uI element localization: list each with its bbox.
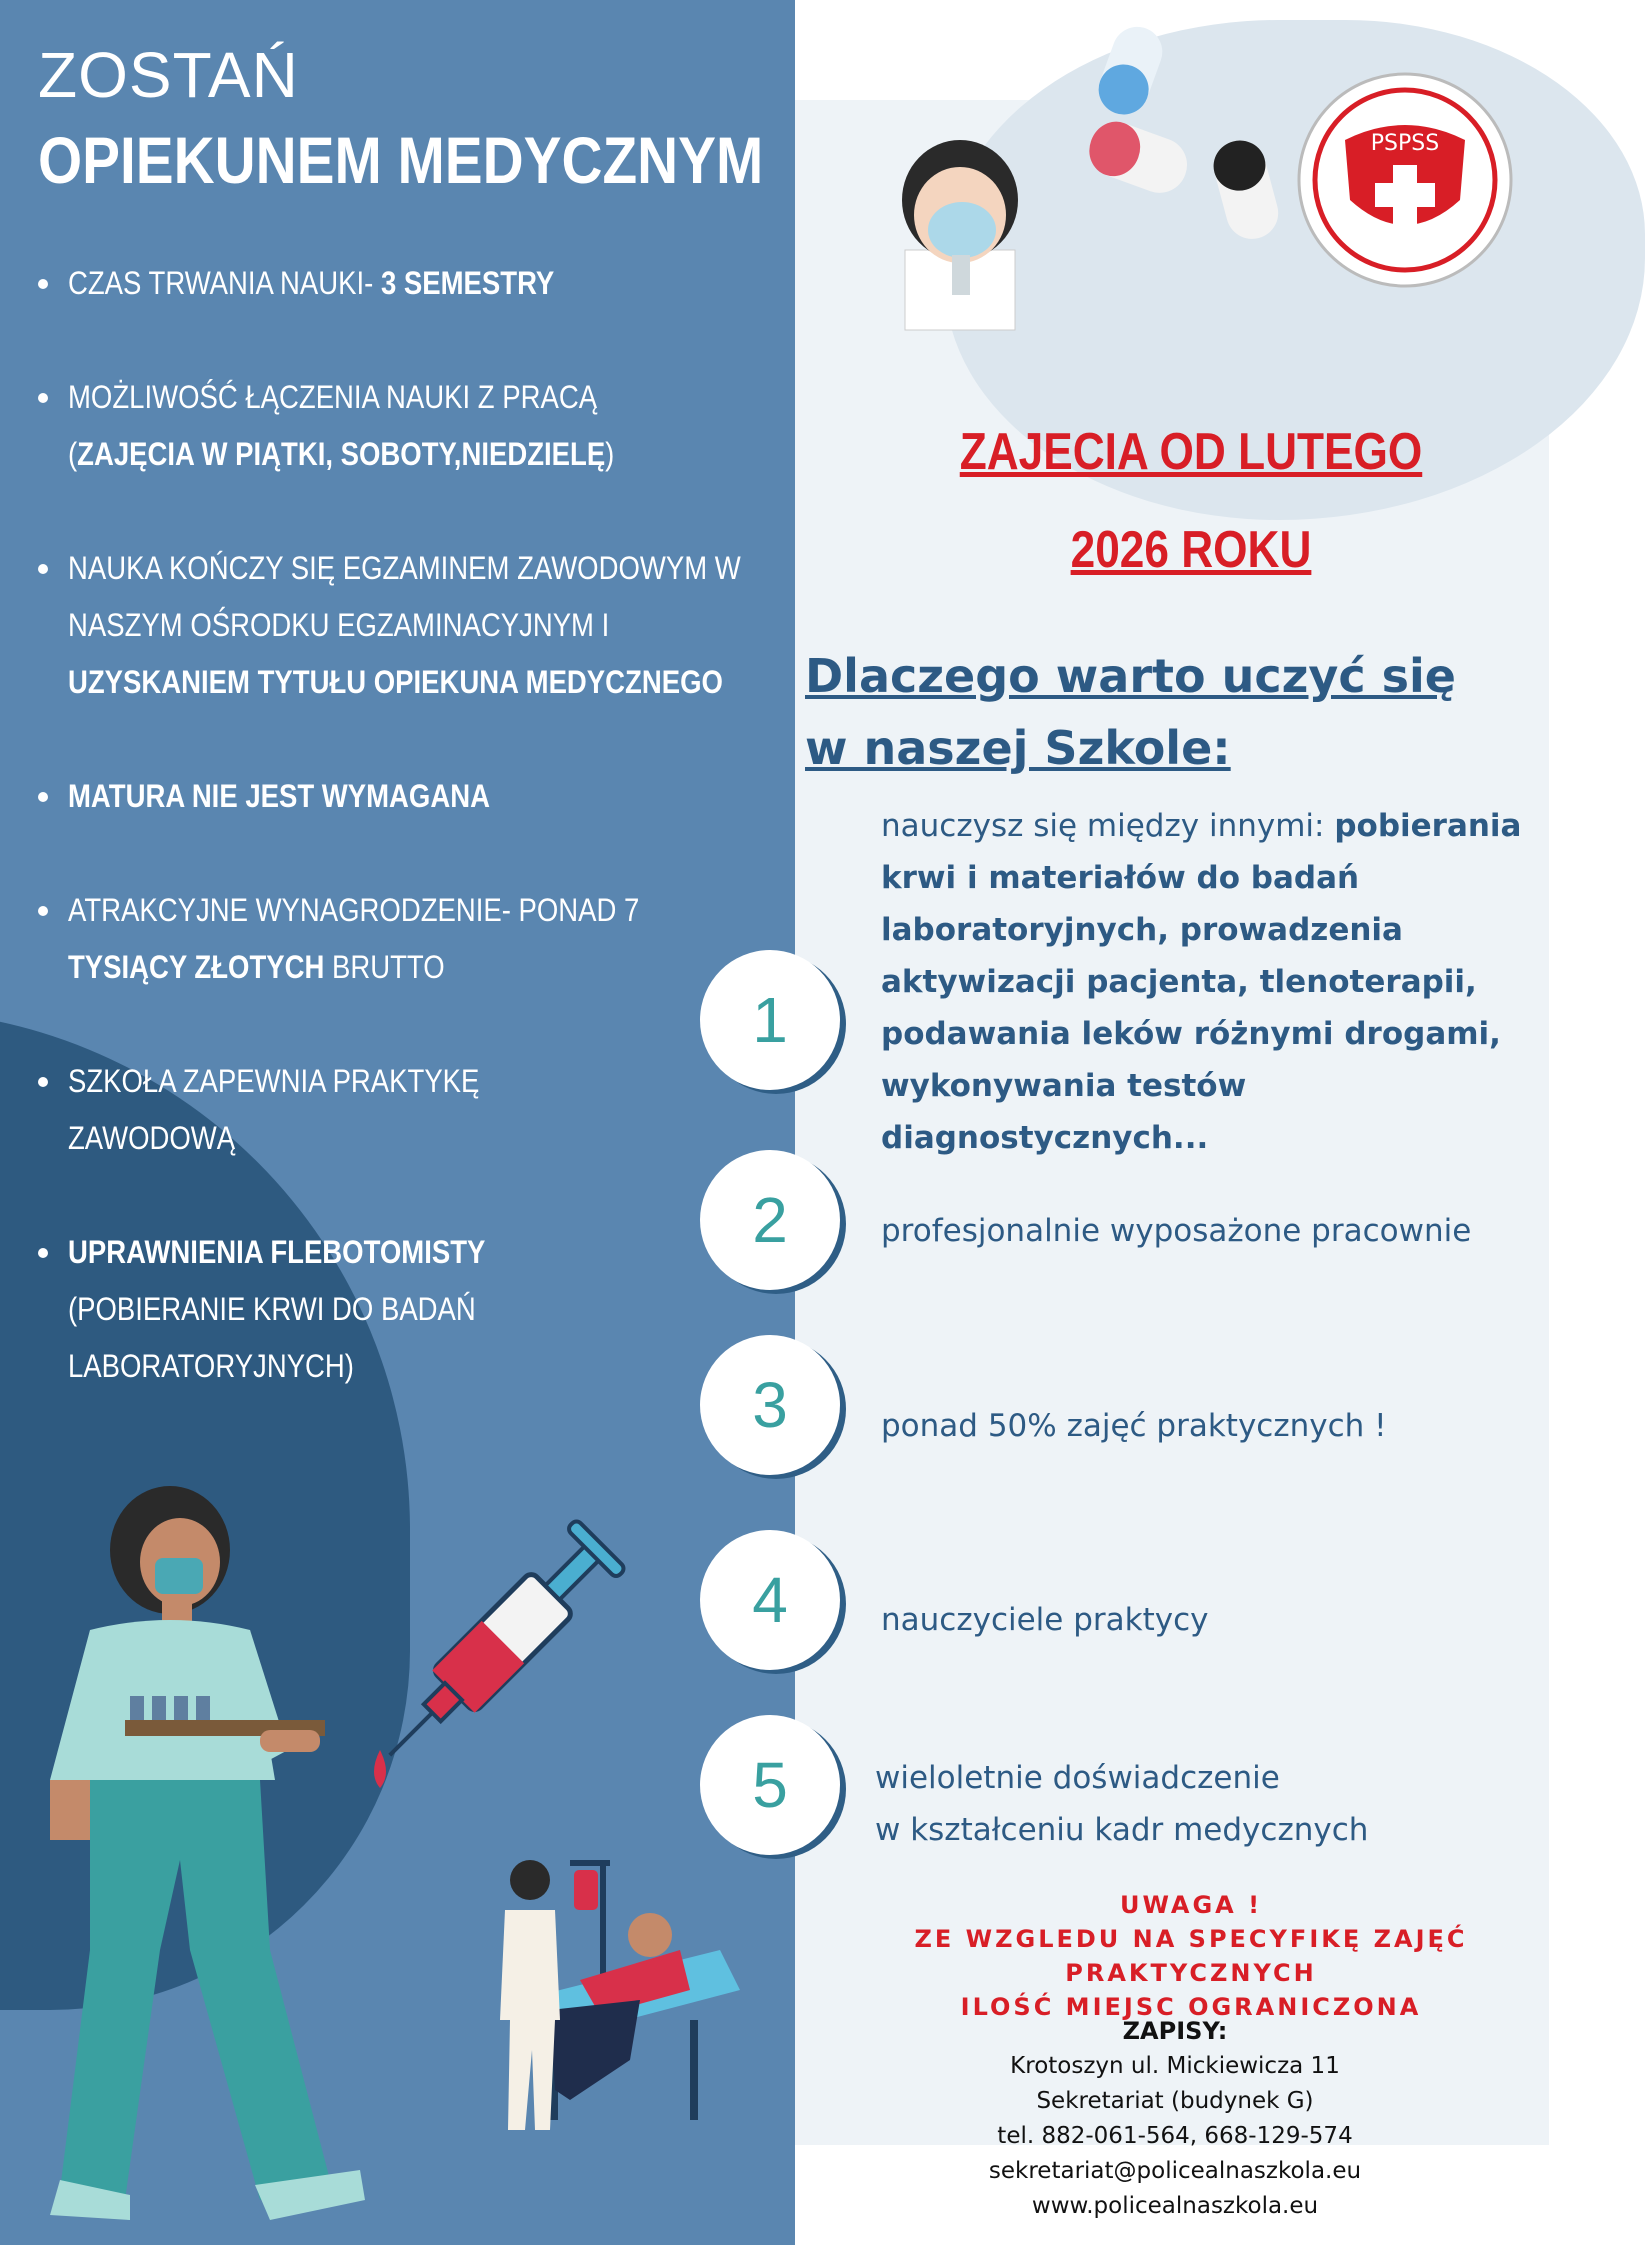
- number-circle-4: 4: [700, 1530, 840, 1670]
- feature-salary: ATRAKCYJNE WYNAGRODZENIE- PONAD 7 TYSIĄCY ZŁOTYCH BRUTTO: [36, 882, 756, 996]
- contact-email[interactable]: sekretariat@policealnaszkola.eu: [988, 2158, 1362, 2184]
- right-panel: [752, 0, 1587, 2245]
- school-logo: [1295, 70, 1515, 290]
- feature-exam: NAUKA KOŃCZY SIĘ EGZAMINEM ZAWODOWYM W NASZYM OŚRODKU EGZAMINACYJNYM I UZYSKANIEM TYTUŁU OPIEKUNA MEDYCZNEGO: [36, 540, 756, 711]
- left-panel: [0, 0, 795, 2245]
- why-heading: Dlaczego warto uczyć się w naszej Szkole:: [805, 649, 1457, 775]
- number-circle-1: 1: [700, 950, 840, 1090]
- reason-3: ponad 50% zajęć praktycznych !: [881, 1408, 1387, 1444]
- blood-drop-icon: [368, 1750, 392, 1790]
- reason-2: profesjonalnie wyposażone pracownie: [881, 1213, 1472, 1249]
- number-circle-5: 5: [700, 1715, 840, 1855]
- start-date-line-1: ZAJECIA OD LUTEGO: [959, 423, 1423, 481]
- patient-oxygen-mask-icon: [890, 130, 1030, 330]
- contact-phone: tel. 882-061-564, 668-129-574: [997, 2123, 1353, 2149]
- reason-5: wieloletnie doświadczenie w kształceniu kadr medycznych: [875, 1760, 1369, 1848]
- syringe-icon: [360, 1485, 660, 1785]
- number-circle-2: 2: [700, 1150, 840, 1290]
- contact-office: Sekretariat (budynek G): [1036, 2088, 1314, 2114]
- reason-1: nauczysz się między innymi: pobierania krwi i materiałów do badań laboratoryjnych, prowadzenia aktywizacji pacjenta, tlenoterapii, podawania leków różnymi drogami, wykonywania testów diagnostycznych...: [881, 808, 1522, 1156]
- reason-4: nauczyciele praktycy: [881, 1602, 1209, 1638]
- feature-duration: CZAS TRWANIA NAUKI- 3 SEMESTRY: [36, 255, 756, 312]
- contact-heading: ZAPISY:: [1122, 2017, 1228, 2045]
- number-circle-3: 3: [700, 1335, 840, 1475]
- feature-practice: SZKOŁA ZAPEWNIA PRAKTYKĘ ZAWODOWĄ: [36, 1053, 756, 1167]
- feature-work-combine: MOŻLIWOŚĆ ŁĄCZENIA NAUKI Z PRACĄ (ZAJĘCIA W PIĄTKI, SOBOTY,NIEDZIELĘ): [36, 369, 756, 483]
- title-line-2: OPIEKUNEM MEDYCZNYM: [38, 123, 764, 197]
- nurse-illustration: [30, 1480, 390, 2245]
- contact-info: [795, 2014, 1555, 2224]
- start-date-line-2: 2026 ROKU: [1070, 521, 1312, 579]
- svg-text:PSPSS: PSPSS: [1370, 131, 1440, 156]
- feature-no-matura: MATURA NIE JEST WYMAGANA: [36, 768, 756, 825]
- features-list: [36, 255, 756, 1452]
- contact-website[interactable]: www.policealnaszkola.eu: [1031, 2193, 1319, 2219]
- title-line-1: ZOSTAŃ: [38, 39, 299, 111]
- notice: UWAGA ! ZE WZGLEDU NA SPECYFIKĘ ZAJĘĆ PRAKTYCZNYCH ILOŚĆ MIEJSC OGRANICZONA: [914, 1891, 1468, 2021]
- blood-donation-illustration: [460, 1840, 750, 2140]
- contact-address: Krotoszyn ul. Mickiewicza 11: [1010, 2053, 1340, 2079]
- feature-phlebotomy: UPRAWNIENIA FLEBOTOMISTY (POBIERANIE KRWI DO BADAŃ LABORATORYJNYCH): [36, 1224, 756, 1395]
